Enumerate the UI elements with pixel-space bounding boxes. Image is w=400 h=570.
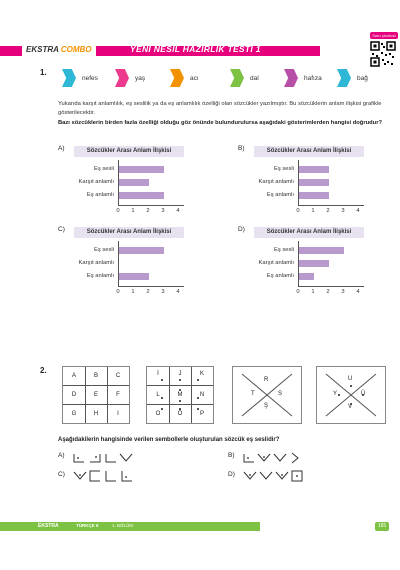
tick-label: 1 bbox=[311, 289, 315, 295]
row-label: Karşıt anlamlı bbox=[258, 179, 294, 185]
bar bbox=[119, 166, 164, 173]
page-number: 165 bbox=[375, 522, 389, 531]
x-letter: Y bbox=[333, 391, 338, 397]
row-label: Eş anlamlı bbox=[266, 192, 294, 198]
row-label: Eş anlamlı bbox=[266, 273, 294, 279]
word-item bbox=[62, 68, 98, 88]
grid-letter: C bbox=[115, 373, 121, 379]
test-title: YENİ NESİL HAZIRLIK TESTİ 1 bbox=[130, 44, 261, 54]
grid-letter: M bbox=[177, 392, 183, 398]
footer-unit: 1. BÖLÜM bbox=[112, 523, 134, 528]
x-letter: V bbox=[348, 404, 353, 410]
option-letter[interactable]: D) bbox=[238, 226, 245, 233]
grid-letter: K bbox=[199, 371, 204, 377]
tick-label: 4 bbox=[176, 208, 180, 214]
bar bbox=[299, 260, 329, 267]
y-axis bbox=[298, 241, 299, 286]
grid-letter: O bbox=[155, 411, 161, 417]
qr-label: Soru çözümü bbox=[370, 32, 398, 39]
row-label: Eş anlamlı bbox=[86, 192, 114, 198]
grid-letter: B bbox=[93, 373, 98, 379]
row-label: Eş sesli bbox=[94, 247, 114, 253]
row-label: Eş sesli bbox=[94, 166, 114, 172]
x-axis bbox=[298, 205, 364, 206]
bar bbox=[119, 192, 164, 199]
word-list bbox=[62, 68, 372, 88]
answer-b-symbols[interactable] bbox=[242, 452, 306, 464]
x-letter: Ü bbox=[361, 391, 366, 397]
grid-letter: N bbox=[199, 392, 205, 398]
chevron-icon bbox=[284, 69, 298, 87]
footer-brand: EKSTRA bbox=[38, 523, 59, 529]
option-letter[interactable]: A) bbox=[58, 145, 65, 152]
option-letter[interactable]: C) bbox=[58, 226, 65, 233]
bar bbox=[119, 179, 149, 186]
bar bbox=[119, 273, 149, 280]
chart-option-b[interactable] bbox=[254, 146, 364, 216]
y-axis bbox=[118, 160, 119, 205]
grid-letter: Ö bbox=[177, 411, 183, 417]
q2-question: Aşağıdakilerin hangisinde verilen sembollerle oluşturulan sözcük eş seslidir? bbox=[58, 437, 280, 443]
tick-label: 4 bbox=[356, 208, 360, 214]
tick-label: 4 bbox=[176, 289, 180, 295]
question-number-1: 1. bbox=[40, 68, 47, 77]
tick-label: 3 bbox=[161, 208, 165, 214]
tick-label: 0 bbox=[116, 289, 120, 295]
tick-label: 0 bbox=[116, 208, 120, 214]
tick-label: 2 bbox=[146, 208, 150, 214]
tick-label: 0 bbox=[296, 289, 300, 295]
row-label: Eş anlamlı bbox=[86, 273, 114, 279]
grid-letter: D bbox=[71, 392, 77, 398]
grid-letter: P bbox=[199, 411, 204, 417]
answer-letter[interactable]: A) bbox=[58, 452, 65, 459]
tick-label: 3 bbox=[161, 289, 165, 295]
row-label: Karşıt anlamlı bbox=[78, 179, 114, 185]
grid-letter: A bbox=[71, 373, 76, 379]
answer-c-symbols[interactable] bbox=[72, 470, 134, 483]
page-header bbox=[0, 42, 400, 56]
row-label: Eş sesli bbox=[274, 247, 294, 253]
y-axis bbox=[118, 241, 119, 286]
cipher-x-2 bbox=[316, 366, 386, 424]
answer-d-symbols[interactable] bbox=[242, 470, 306, 483]
cipher-grid-1 bbox=[62, 366, 130, 424]
bar bbox=[119, 247, 164, 254]
tick-label: 2 bbox=[146, 289, 150, 295]
answer-a-symbols[interactable] bbox=[72, 452, 134, 464]
word-text: hafıza bbox=[304, 74, 322, 82]
word-item bbox=[337, 68, 368, 88]
tick-label: 2 bbox=[326, 208, 330, 214]
chart-option-a[interactable] bbox=[74, 146, 184, 216]
grid-letter: G bbox=[71, 411, 77, 417]
chevron-icon bbox=[62, 69, 76, 87]
tick-label: 4 bbox=[356, 289, 360, 295]
word-text: yaş bbox=[135, 74, 146, 82]
word-text: bağ bbox=[357, 74, 368, 82]
x-axis bbox=[118, 286, 184, 287]
answer-letter[interactable]: B) bbox=[228, 452, 235, 459]
x-letter: Ş bbox=[264, 403, 269, 409]
grid-letter: F bbox=[116, 392, 120, 398]
tick-label: 0 bbox=[296, 208, 300, 214]
word-item bbox=[230, 68, 259, 88]
grid-letter: E bbox=[93, 392, 98, 398]
tick-label: 1 bbox=[131, 289, 135, 295]
cipher-x-1 bbox=[232, 366, 302, 424]
chart-title: Sözcükler Arası Anlam İlişkisi bbox=[254, 227, 364, 238]
grid-letter: H bbox=[93, 411, 99, 417]
x-letter: S bbox=[278, 391, 283, 397]
page-footer bbox=[0, 520, 400, 532]
bar bbox=[299, 179, 329, 186]
bar bbox=[299, 192, 329, 199]
tick-label: 1 bbox=[131, 208, 135, 214]
answer-letter[interactable]: C) bbox=[58, 471, 65, 478]
brand-part-2: COMBO bbox=[60, 44, 92, 54]
grid-letter: İ bbox=[157, 371, 159, 377]
word-item bbox=[284, 68, 322, 88]
chart-title: Sözcükler Arası Anlam İlişkisi bbox=[74, 146, 184, 157]
tick-label: 1 bbox=[311, 208, 315, 214]
row-label: Eş sesli bbox=[274, 166, 294, 172]
row-label: Karşıt anlamlı bbox=[258, 260, 294, 266]
word-text: acı bbox=[190, 74, 199, 82]
chevron-icon bbox=[337, 69, 351, 87]
q1-question: Bazı sözcüklerin birden fazla özelliği olduğu göz önünde bulundurulursa aşağıdaki gösterimlerden hangisi doğrudur? bbox=[58, 120, 383, 126]
chevron-icon bbox=[230, 69, 244, 87]
option-letter[interactable]: B) bbox=[238, 145, 245, 152]
y-axis bbox=[298, 160, 299, 205]
chart-option-c[interactable] bbox=[74, 227, 184, 297]
chart-title: Sözcükler Arası Anlam İlişkisi bbox=[254, 146, 364, 157]
chart-title: Sözcükler Arası Anlam İlişkisi bbox=[74, 227, 184, 238]
brand-part-1: EKSTRA bbox=[26, 44, 59, 54]
word-item bbox=[115, 68, 145, 88]
bar bbox=[299, 166, 329, 173]
answer-letter[interactable]: D) bbox=[228, 471, 235, 478]
tick-label: 3 bbox=[341, 289, 345, 295]
word-item bbox=[170, 68, 199, 88]
bar bbox=[299, 247, 344, 254]
brand-logo bbox=[22, 42, 96, 56]
word-text: dal bbox=[250, 74, 259, 82]
grid-letter: L bbox=[156, 392, 160, 398]
x-axis bbox=[298, 286, 364, 287]
x-letter: R bbox=[264, 377, 269, 383]
tick-label: 2 bbox=[326, 289, 330, 295]
grid-letter: I bbox=[117, 411, 119, 417]
row-label: Karşıt anlamlı bbox=[78, 260, 114, 266]
chevron-icon bbox=[170, 69, 184, 87]
chart-option-d[interactable] bbox=[254, 227, 364, 297]
word-text: nefes bbox=[82, 74, 98, 82]
grid-letter: J bbox=[178, 371, 182, 377]
tick-label: 3 bbox=[341, 208, 345, 214]
qr-code-icon[interactable] bbox=[370, 41, 396, 67]
x-letter: T bbox=[251, 391, 255, 397]
x-letter: U bbox=[348, 376, 353, 382]
q1-paragraph: Yukarıda karşıt anlamlılık, eş seslilik ya da eş anlamlılık özelliği olan sözcükler yazılmıştır. Bu sözcüklerin anlam ilişkisi grafikle gösterilecektir. bbox=[58, 101, 382, 116]
x-axis bbox=[118, 205, 184, 206]
bar bbox=[299, 273, 314, 280]
chevron-icon bbox=[115, 69, 129, 87]
cipher-grid-2 bbox=[146, 366, 214, 424]
question-number-2: 2. bbox=[40, 366, 47, 375]
footer-subject: TÜRKÇE 6 bbox=[76, 523, 99, 528]
